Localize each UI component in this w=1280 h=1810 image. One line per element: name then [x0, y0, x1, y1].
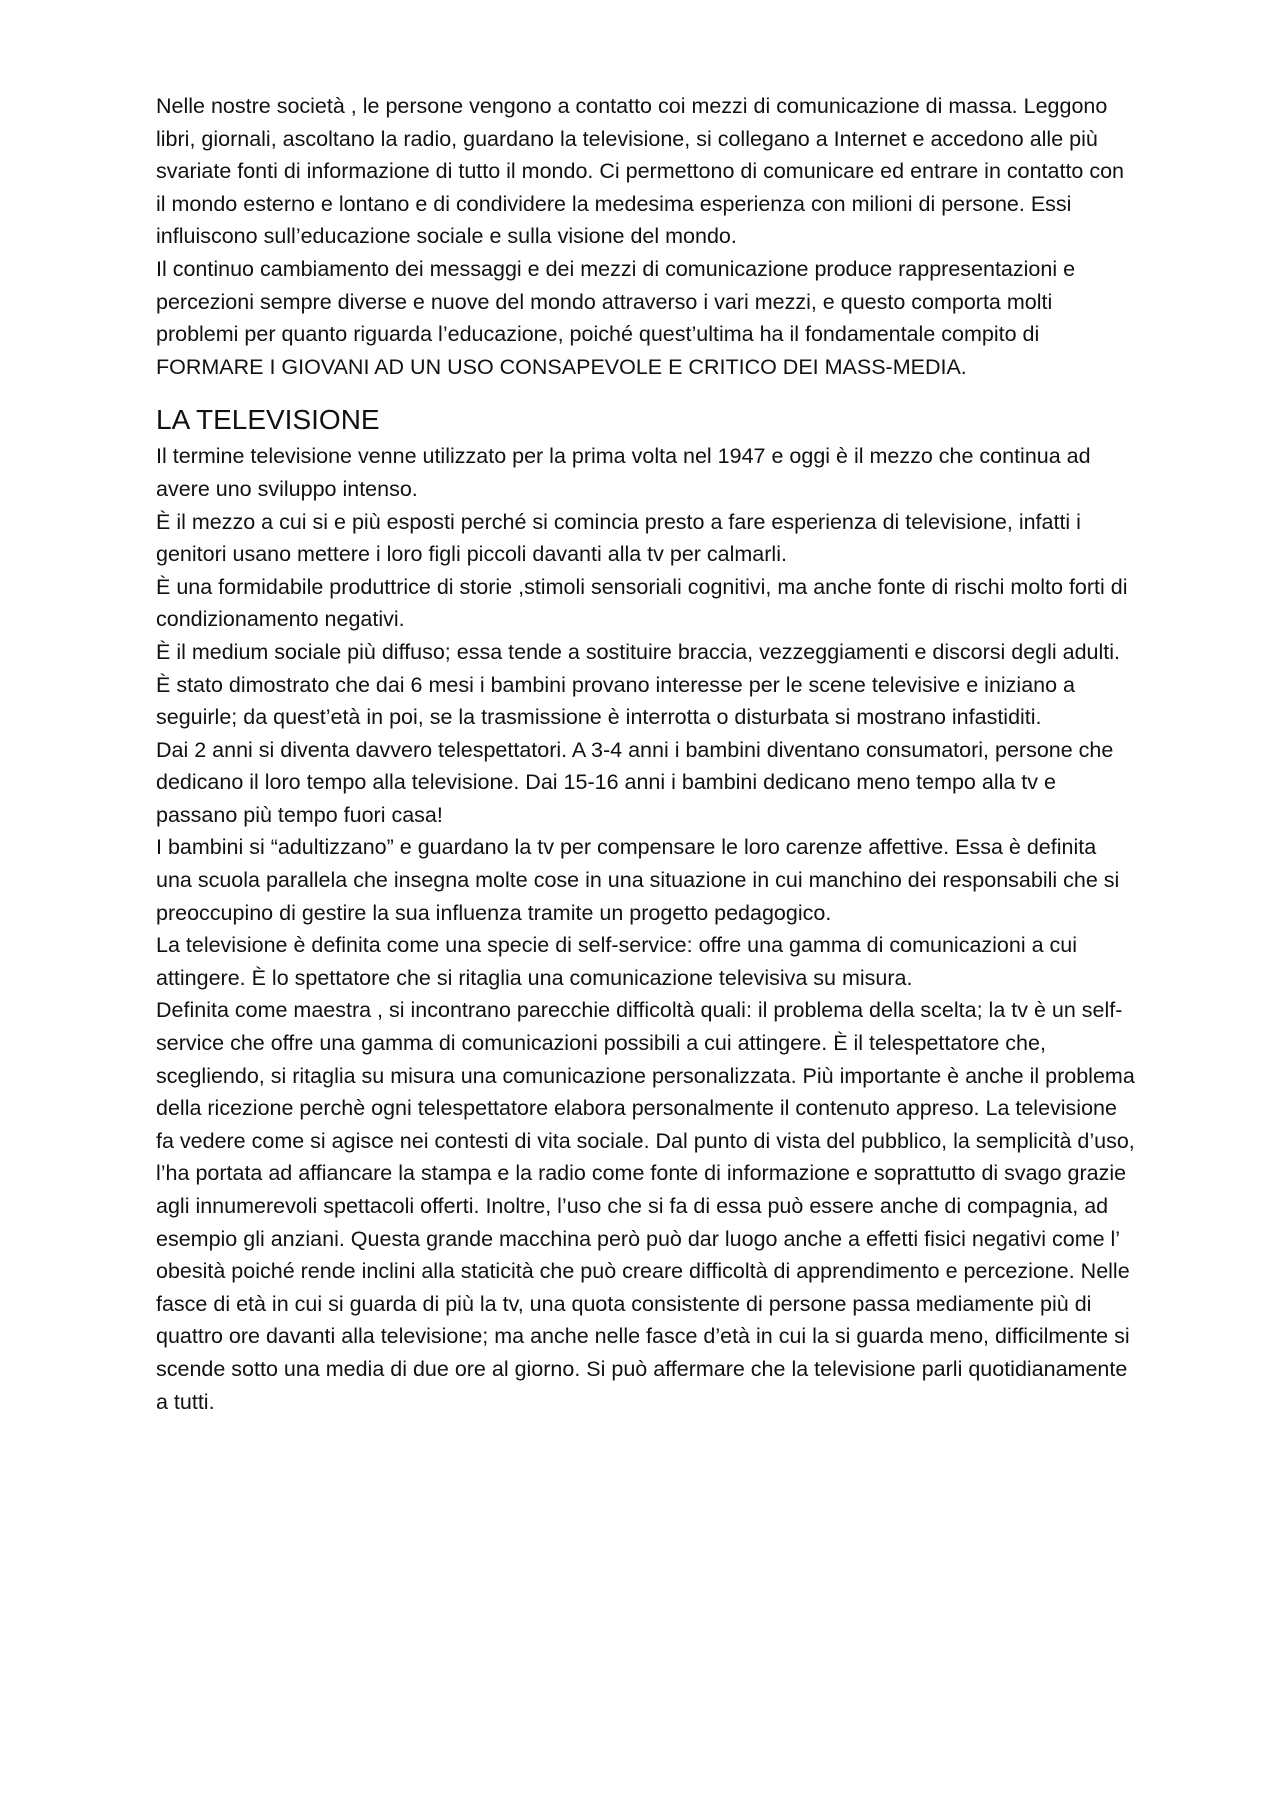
- section-paragraph: Il termine televisione venne utilizzato per la prima volta nel 1947 e oggi è il mezzo che continua ad avere uno sviluppo intenso.: [156, 444, 1091, 501]
- section-title: LA TELEVISIONE: [156, 404, 380, 436]
- section-paragraph: È stato dimostrato che dai 6 mesi i bambini provano interesse per le scene televisive e iniziano a seguirle; da quest’età in poi, se la trasmissione è interrotta o disturbata si mostrano infastiditi.: [156, 672, 1076, 730]
- intro-paragraph: Il continuo cambiamento dei messaggi e dei mezzi di comunicazione produce rappresentazioni e percezioni sempre diverse e nuove del mondo attraverso i vari mezzi, e questo comporta molti problemi per quanto riguarda l’educazione, poiché quest’ultima ha il fondamentale compito di FORMARE I GIOVANI AD UN USO CONSAPEVOLE E CRITICO DEI MASS-MEDIA.: [156, 256, 1076, 379]
- intro-paragraph: Nelle nostre società , le persone vengono a contatto coi mezzi di comunicazione di massa. Leggono libri, giornali, ascoltano la radio, guardano la televisione, si collegano a Internet e accedono alle più svariate fonti di informazione di tutto il mondo. Ci permettono di comunicare ed entrare in contatto con il mondo esterno e lontano e di condividere la medesima esperienza con milioni di persone. Essi influiscono sull’educazione sociale e sulla visione del mondo.: [156, 94, 1125, 249]
- section-paragraph: La televisione è definita come una specie di self-service: offre una gamma di comunicazioni a cui attingere. È lo spettatore che si ritaglia una comunicazione televisiva su misura.: [156, 933, 1078, 990]
- section-paragraph: Definita come maestra , si incontrano parecchie difficoltà quali: il problema della scelta; la tv è un self- service che offre una gamma di comunicazioni possibili a cui attingere. È il telespettatore che, scegliendo, si ritaglia su misura una comunicazione personalizzata. Più importante è anche il problema della ricezione perchè ogni telespettatore elabora personalmente il contenuto appreso. La televisione fa vedere come si agisce nei contesti di vita sociale. Dal punto di vista del pubblico, la semplicità d’uso, l’ha portata ad affiancare la stampa e la radio come fonte di informazione e soprattutto di svago grazie agli innumerevoli spettacoli offerti. Inoltre, l’uso che si fa di essa può essere anche di compagnia, ad esempio gli anziani. Questa grande macchina però può dar luogo anche a effetti fisici negativi come l’ obesità poiché rende inclini alla staticità che può creare difficoltà di apprendimento e percezione. Nelle fasce di età in cui si guarda di più la tv, una quota consistente di persone passa mediamente più di quattro ore davanti alla televisione; ma anche nelle fasce d’età in cui la si guarda meno, difficilmente si scende sotto una media di due ore al giorno. Si può affermare che la televisione parli quotidianamente a tutti.: [156, 998, 1135, 1414]
- section-paragraph: I bambini si “adultizzano” e guardano la tv per compensare le loro carenze affettive. Essa è definita una scuola parallela che insegna molte cose in una situazione in cui manchino dei responsabili che si preoccupino di gestire la sua influenza tramite un progetto pedagogico.: [156, 835, 1120, 925]
- document-page: [156, 90, 1136, 1418]
- section-paragraph: È una formidabile produttrice di storie ,stimoli sensoriali cognitivi, ma anche fonte di rischi molto forti di condizionamento negativi.: [156, 574, 1128, 632]
- section-paragraph: Dai 2 anni si diventa davvero telespettatori. A 3-4 anni i bambini diventano consumatori, persone che dedicano il loro tempo alla televisione. Dai 15-16 anni i bambini dedicano meno tempo alla tv e passano più tempo fuori casa!: [156, 737, 1114, 827]
- section-paragraph: È il mezzo a cui si e più esposti perché si comincia presto a fare esperienza di televisione, infatti i genitori usano mettere i loro figli piccoli davanti alla tv per calmarli.: [156, 509, 1081, 567]
- section-paragraph: È il medium sociale più diffuso; essa tende a sostituire braccia, vezzeggiamenti e discorsi degli adulti.: [156, 639, 1121, 664]
